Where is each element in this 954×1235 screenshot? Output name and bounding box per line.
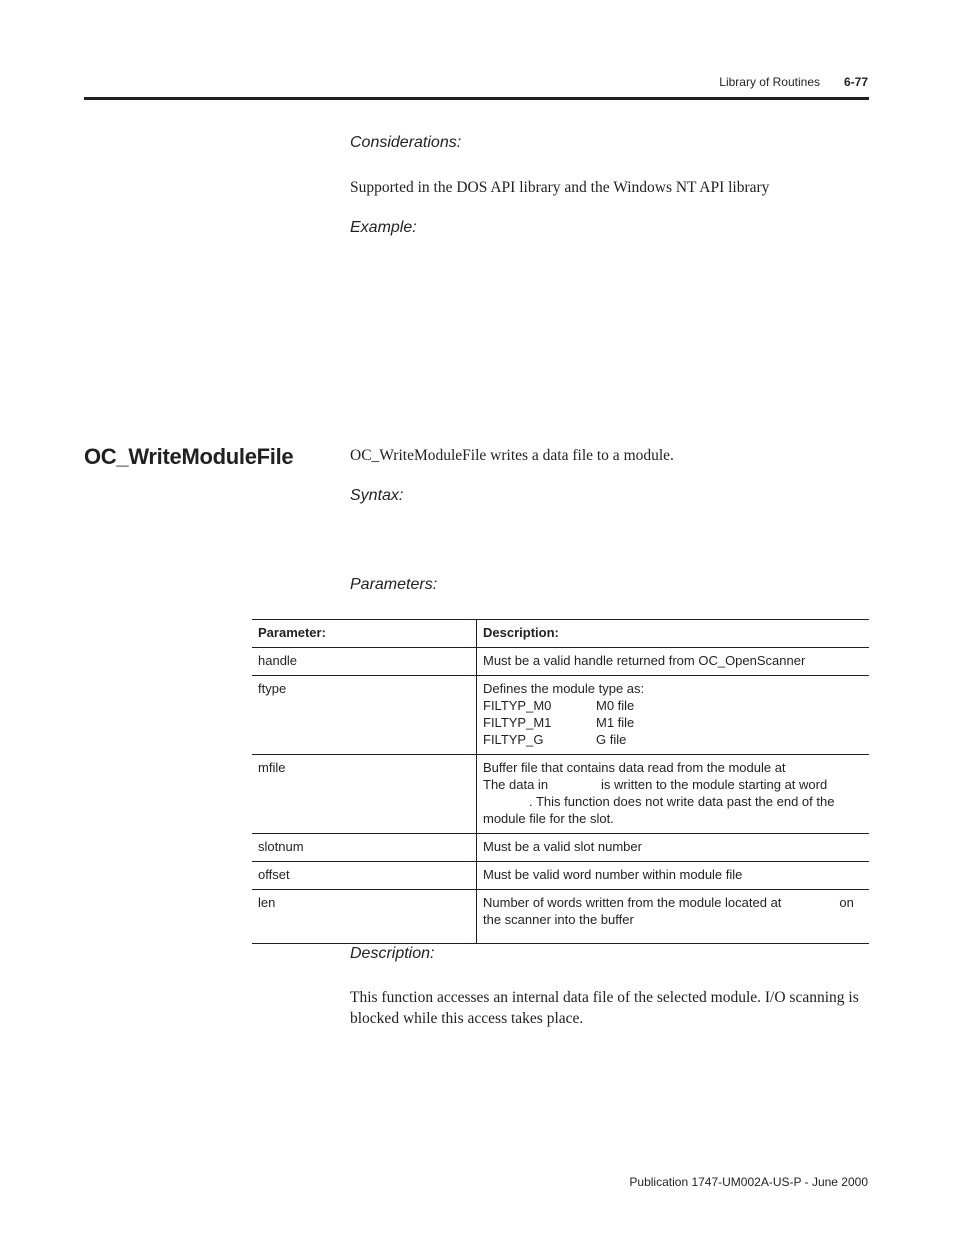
param-description: Must be valid word number within module file: [477, 862, 870, 890]
considerations-label: Considerations:: [350, 134, 462, 151]
parameters-label: Parameters:: [350, 576, 438, 593]
table-row: [252, 862, 869, 890]
param-name: offset: [252, 862, 477, 890]
ftype-entry: [483, 731, 863, 748]
ftype-entry: [483, 697, 863, 714]
ftype-intro: Defines the module type as:: [483, 681, 645, 696]
header-rule: [84, 97, 869, 100]
mfile-line: . This function does not write data past the end of the: [529, 794, 835, 809]
example-label: Example:: [350, 219, 417, 236]
table-row: [252, 755, 869, 834]
param-description: [477, 890, 870, 944]
table-row: [252, 890, 869, 944]
considerations-text: Supported in the DOS API library and the Windows NT API library: [350, 179, 770, 196]
header-page-number: 6-77: [843, 75, 868, 89]
syntax-label: Syntax:: [350, 487, 404, 504]
ftype-meaning: M0 file: [596, 698, 635, 713]
param-description: [477, 755, 870, 834]
function-summary: OC_WriteModuleFile writes a data file to a module.: [350, 447, 674, 464]
mfile-text: The data in: [483, 777, 549, 792]
param-description: Must be a valid slot number: [477, 834, 870, 862]
ftype-code: FILTYP_G: [483, 732, 544, 747]
mfile-line: Buffer file that contains data read from the module at: [483, 760, 786, 775]
mfile-text: is written to the module starting at word: [601, 777, 828, 792]
description-text: This function accesses an internal data file of the selected module. I/O scanning is blocked while this access takes place.: [350, 989, 859, 1027]
len-text: Number of words written from the module located at: [483, 895, 782, 910]
ftype-meaning: M1 file: [596, 715, 635, 730]
table-row: [252, 676, 869, 755]
ftype-code: FILTYP_M0: [483, 698, 552, 713]
mfile-line: module file for the slot.: [483, 811, 614, 826]
param-name: mfile: [252, 755, 477, 834]
parameters-table: [252, 619, 869, 944]
header-section-title: Library of Routines: [719, 75, 820, 89]
table-header-row: [252, 620, 869, 648]
table-row: [252, 834, 869, 862]
col-header-parameter: Parameter:: [252, 620, 477, 648]
param-name: len: [252, 890, 477, 944]
ftype-entry: [483, 714, 863, 731]
param-description: Must be a valid handle returned from OC_OpenScanner: [477, 648, 870, 676]
description-label: Description:: [350, 945, 435, 962]
mfile-line: [483, 776, 863, 793]
col-header-description: Description:: [477, 620, 870, 648]
param-name: handle: [252, 648, 477, 676]
param-description: [477, 676, 870, 755]
param-name: slotnum: [252, 834, 477, 862]
function-title: OC_WriteModuleFile: [84, 444, 294, 469]
len-text: on: [839, 895, 854, 910]
len-line: [483, 894, 863, 911]
ftype-meaning: G file: [596, 732, 627, 747]
table-row: [252, 648, 869, 676]
publication-footer: Publication 1747-UM002A-US-P - June 2000: [629, 1175, 868, 1189]
ftype-code: FILTYP_M1: [483, 715, 552, 730]
param-name: ftype: [252, 676, 477, 755]
len-line: the scanner into the buffer: [483, 912, 634, 927]
